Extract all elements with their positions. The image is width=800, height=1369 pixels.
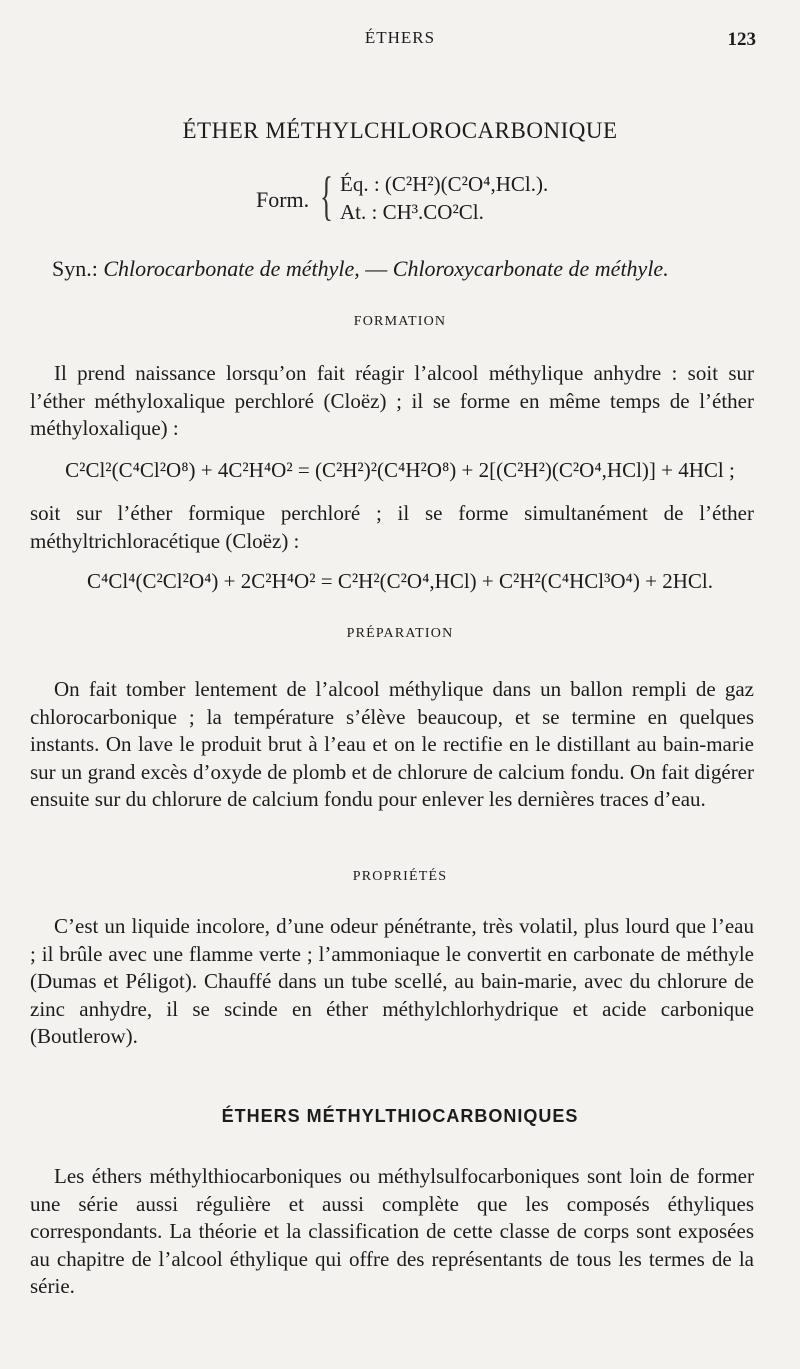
proprietes-heading: PROPRIÉTÉS [352,869,448,884]
formula-block [256,166,576,226]
formation-paragraph-1 [30,360,754,443]
section-2-title: ÉTHERS MÉTHYLTHIOCARBONIQUES [221,1106,579,1126]
page-number: 123 [727,29,756,50]
section-2-text: Les éthers méthylthiocarboniques ou méthylsulfocarboniques sont loin de former une série aussi régulière et aussi complète que les composés éthyliques correspondants. La théorie et la classification de cette classe de corps sont exposées au chapitre de l’alcool éthylique qui offre des représentants de tous les termes de la série. [30,1164,754,1298]
formula-equivalent: Éq. : (C²H²)(C²O⁴,HCl.). [340,172,549,196]
brace-icon: { [320,166,333,226]
formation-paragraph-2 [30,500,754,555]
article-title: ÉTHER MÉTHYLCHLOROCARBONIQUE [182,118,618,143]
synonym-2: Chloroxycarbonate de méthyle. [392,256,669,281]
synonym-1: Chlorocarbonate de méthyle, [103,256,360,281]
running-title: ÉTHERS [364,28,436,47]
preparation-paragraph [30,676,754,814]
formation-text-1: Il prend naissance lorsqu’on fait réagir l’alcool méthylique anhydre : soit sur l’éther méthyloxalique perchloré (Cloëz) ; il se forme en même temps de l’éther méthyloxalique) : [30,361,754,440]
formation-text-2: soit sur l’éther formique perchloré ; il se forme simultanément de l’éther méthyltrichloracétique (Cloëz) : [30,501,754,553]
section-2-paragraph [30,1163,754,1301]
proprietes-paragraph [30,913,754,1051]
formula-atomic: At. : CH³.CO²Cl. [340,200,484,224]
synonyms-line [52,256,752,282]
formula-label: Form. [256,187,310,212]
proprietes-text: C’est un liquide incolore, d’une odeur pénétrante, très volatil, plus lourd que l’eau ; il brûle avec une flamme verte ; l’ammoniaque le convertit en carbonate de méthyle (Dumas et Péligot). Chauffé dans un tube scellé, au bain-marie, avec du chlorure de zinc anhydre, il se scinde en éther méthylchlorhydrique et acide carbonique (Boutlerow). [30,914,754,1048]
formation-equation-2: C⁴Cl⁴(C²Cl²O⁴) + 2C²H⁴O² = C²H²(C²O⁴,HCl) + C²H²(C⁴HCl³O⁴) + 2HCl. [87,569,713,593]
preparation-heading: PRÉPARATION [346,626,454,641]
running-header [0,28,800,58]
formation-heading: FORMATION [353,314,447,329]
preparation-text: On fait tomber lentement de l’alcool méthylique dans un ballon rempli de gaz chlorocarbonique ; la température s’élève beaucoup, et se termine en quelques instants. On lave le produit brut à l’eau et on le rectifie en le distillant au bain-marie sur un grand excès d’oxyde de plomb et de chlorure de calcium fondu. On fait digérer ensuite sur du chlorure de calcium fondu pour enlever les dernières traces d’eau. [30,677,754,811]
formation-equation-1: C²Cl²(C⁴Cl²O⁸) + 4C²H⁴O² = (C²H²)²(C⁴H²O⁸) + 2[(C²H²)(C²O⁴,HCl)] + 4HCl ; [65,458,735,482]
synonyms-prefix: Syn.: [52,256,98,281]
synonym-dash: — [365,256,388,281]
